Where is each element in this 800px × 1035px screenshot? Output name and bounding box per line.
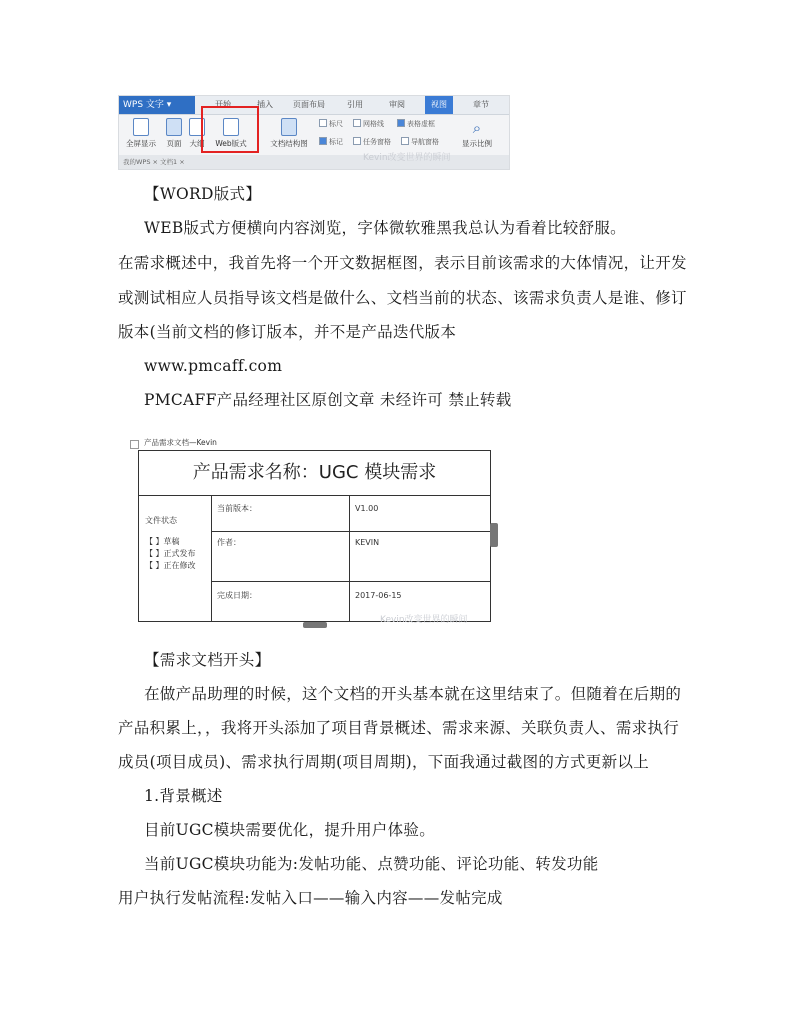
table-move-handle-icon xyxy=(130,440,139,449)
mark-label: 标记 xyxy=(329,138,343,146)
checkbox-icon xyxy=(319,137,327,145)
heading-word-layout: 【WORD版式】 xyxy=(144,185,262,203)
web-layout-label: Web版式 xyxy=(215,139,247,148)
zoom-label: 显示比例 xyxy=(462,139,492,148)
table-divider xyxy=(211,495,212,622)
nav-pane-label: 导航窗格 xyxy=(411,138,439,146)
checkbox-icon xyxy=(353,119,361,127)
tab-page-layout[interactable]: 页面布局 xyxy=(293,100,325,109)
zoom-button[interactable] xyxy=(459,118,495,149)
author-value: KEVIN xyxy=(355,538,380,547)
nav-pane-checkbox[interactable] xyxy=(401,137,439,147)
doc-watermark: Kevin改变世界的瞬间 xyxy=(380,615,468,625)
site-url: www.pmcaff.com xyxy=(144,357,283,375)
ruler-label: 标尺 xyxy=(329,120,343,128)
checkbox-icon xyxy=(319,119,327,127)
checkbox-icon xyxy=(401,137,409,145)
outline-view-label: 大纲 xyxy=(189,139,205,148)
version-value: V1.00 xyxy=(355,504,379,513)
page-view-icon xyxy=(166,118,182,136)
status-published: 【 】正式发布 xyxy=(145,549,196,558)
checkbox-icon xyxy=(397,119,405,127)
date-label: 完成日期： xyxy=(217,591,257,600)
paragraph-ugc-functions: 当前UGC模块功能为:发帖功能、点赞功能、评论功能、转发功能 xyxy=(144,855,599,873)
ruler-checkbox[interactable] xyxy=(319,119,343,129)
doc-caption: 产品需求文档—Kevin xyxy=(144,438,217,447)
copyright-notice: PMCAFF产品经理社区原创文章 未经许可 禁止转载 xyxy=(144,391,512,409)
fullscreen-icon xyxy=(133,118,149,136)
tab-view[interactable]: 视图 xyxy=(425,96,453,114)
table-frame-checkbox[interactable] xyxy=(397,119,435,129)
version-label: 当前版本： xyxy=(217,504,257,513)
wps-app-menu[interactable]: WPS 文字 ▾ xyxy=(119,96,195,114)
table-divider xyxy=(349,495,350,622)
page-view-button[interactable] xyxy=(163,118,185,149)
doc-map-label: 文档结构图 xyxy=(270,139,308,148)
ribbon-body xyxy=(119,115,509,155)
gridline-label: 网格线 xyxy=(363,120,384,128)
wps-view-ribbon-screenshot xyxy=(118,95,510,170)
section-background-overview: 1.背景概述 xyxy=(144,787,223,805)
bottom-scroll-handle[interactable] xyxy=(303,622,327,628)
paragraph-overview-line3: 版本(当前文档的修订版本，并不是产品迭代版本 xyxy=(118,323,457,341)
web-layout-highlight-box xyxy=(201,106,259,153)
tab-review[interactable]: 审阅 xyxy=(389,100,405,109)
author-label: 作者： xyxy=(217,538,241,547)
paragraph-assistant-line3: 成员(项目成员)、需求执行周期(项目周期)，下面我通过截图的方式更新以上 xyxy=(118,753,649,771)
status-draft: 【 】草稿 xyxy=(145,537,180,546)
paragraph-post-flow: 用户执行发帖流程:发帖入口——输入内容——发帖完成 xyxy=(118,889,503,907)
checkbox-icon xyxy=(353,137,361,145)
tab-home[interactable]: 开始 xyxy=(215,100,231,109)
heading-doc-opening: 【需求文档开头】 xyxy=(144,651,271,669)
table-frame-label: 表格虚框 xyxy=(407,120,435,128)
requirement-doc-screenshot xyxy=(122,437,500,627)
fullscreen-button[interactable] xyxy=(123,118,159,149)
document-tab-bar: 我的WPS × 文档1 × xyxy=(119,155,509,169)
ribbon-tab-bar xyxy=(119,96,509,115)
task-pane-checkbox[interactable] xyxy=(353,137,391,147)
paragraph-web-layout: WEB版式方便横向内容浏览，字体微软雅黑我总认为看着比较舒服。 xyxy=(144,219,626,237)
task-pane-label: 任务窗格 xyxy=(363,138,391,146)
doc-title: 产品需求名称：UGC 模块需求 xyxy=(139,451,490,496)
paragraph-overview-line2: 或测试相应人员指导该文档是做什么、文档当前的状态、该需求负责人是谁、修订 xyxy=(118,289,687,307)
mark-checkbox[interactable] xyxy=(319,137,343,147)
magnifier-icon: ⌕ xyxy=(472,119,482,137)
doc-info-table xyxy=(138,450,491,622)
tab-reference[interactable]: 引用 xyxy=(347,100,363,109)
page-view-label: 页面 xyxy=(166,139,182,148)
wps-watermark: Kevin改变世界的瞬间 xyxy=(363,153,451,163)
paragraph-assistant-line1: 在做产品助理的时候，这个文档的开头基本就在这里结束了。但随着在后期的 xyxy=(144,685,682,703)
table-divider xyxy=(211,581,490,582)
doc-map-icon xyxy=(281,118,297,136)
paragraph-overview-line1: 在需求概述中，我首先将一个开文数据框图，表示目前该需求的大体情况，让开发 xyxy=(118,254,687,272)
app-name: WPS 文字 xyxy=(123,100,164,110)
table-divider xyxy=(211,531,490,532)
tab-chapter[interactable]: 章节 xyxy=(473,100,489,109)
paragraph-ugc-optimize: 目前UGC模块需要优化，提升用户体验。 xyxy=(144,821,436,839)
date-value: 2017-06-15 xyxy=(355,591,402,600)
doc-map-button[interactable] xyxy=(263,118,315,149)
fullscreen-label: 全屏显示 xyxy=(126,139,156,148)
side-scroll-handle[interactable] xyxy=(490,523,498,547)
status-editing: 【 】正在修改 xyxy=(145,561,196,570)
paragraph-assistant-line2: 产品积累上，，我将开头添加了项目背景概述、需求来源、关联负责人、需求执行 xyxy=(118,719,680,737)
file-status-label: 文件状态 xyxy=(145,516,177,525)
gridline-checkbox[interactable] xyxy=(353,119,384,129)
tab-insert[interactable]: 插入 xyxy=(257,100,273,109)
